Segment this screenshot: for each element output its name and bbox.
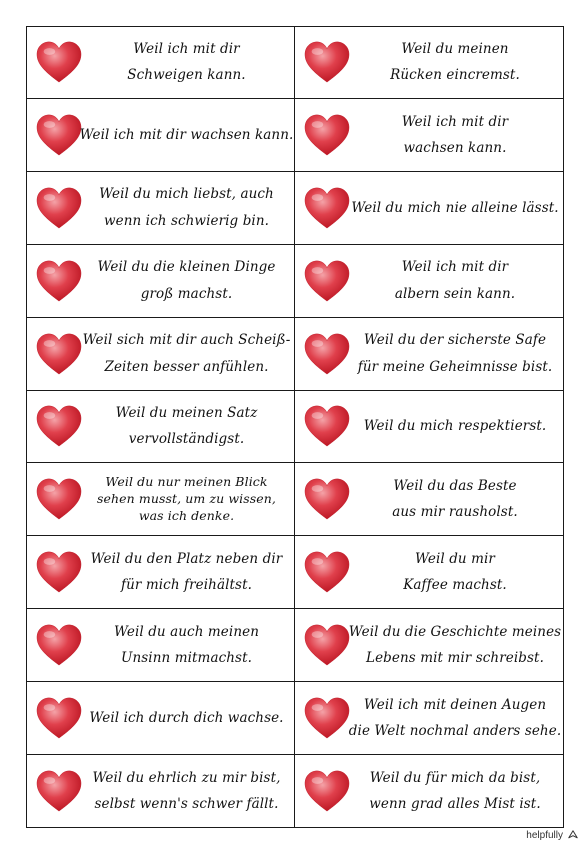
card-text-line: groß machst. bbox=[140, 285, 233, 302]
card-text-line: Weil du mich respektierst. bbox=[363, 418, 547, 435]
card-text bbox=[83, 318, 290, 390]
card-13 bbox=[26, 463, 295, 536]
card-text bbox=[83, 27, 290, 98]
heart-icon bbox=[35, 696, 83, 740]
card-21 bbox=[26, 755, 295, 828]
card-text-line: Weil du nur meinen Blick bbox=[105, 474, 268, 490]
card-text-line: wenn ich schwierig bin. bbox=[103, 212, 270, 229]
card-text-line: für meine Geheimnisse bist. bbox=[357, 358, 553, 375]
card-text bbox=[83, 536, 290, 608]
card-14 bbox=[295, 463, 564, 536]
card-17 bbox=[26, 609, 295, 682]
card-text-line: was ich denke. bbox=[138, 507, 235, 523]
card-text-line: albern sein kann. bbox=[394, 285, 516, 302]
card-20 bbox=[295, 682, 564, 755]
card-text bbox=[351, 172, 559, 244]
card-text-line: Weil du auch meinen bbox=[114, 623, 259, 640]
card-text-line: Weil du mich nie alleine lässt. bbox=[351, 199, 559, 216]
card-text-line: selbst wenn's schwer fällt. bbox=[94, 796, 279, 813]
card-text-line: wenn grad alles Mist ist. bbox=[369, 796, 541, 813]
heart-icon bbox=[303, 623, 351, 667]
card-text-line: Weil ich mit dir wachsen kann. bbox=[79, 126, 294, 143]
heart-icon bbox=[35, 769, 83, 813]
card-text bbox=[83, 682, 290, 754]
card-9 bbox=[26, 318, 295, 391]
card-text bbox=[351, 536, 559, 608]
card-10 bbox=[295, 318, 564, 391]
card-text-line: Weil du mir bbox=[415, 551, 495, 567]
card-text-line: Lebens mit mir schreibst. bbox=[366, 650, 544, 667]
heart-icon bbox=[35, 623, 83, 667]
card-text-line: vervollständigst. bbox=[128, 431, 245, 448]
card-12 bbox=[295, 391, 564, 464]
heart-icon bbox=[35, 477, 83, 521]
heart-icon bbox=[303, 186, 351, 230]
heart-icon bbox=[35, 40, 83, 84]
card-text-line: Weil du mich liebst, auch bbox=[99, 186, 274, 203]
card-text-line: Weil du die Geschichte meines bbox=[348, 623, 562, 640]
heart-icon bbox=[35, 186, 83, 230]
heart-icon bbox=[303, 769, 351, 813]
card-text bbox=[351, 755, 559, 827]
card-text-line: Weil ich mit dir bbox=[401, 259, 509, 276]
card-text bbox=[83, 609, 290, 681]
card-11 bbox=[26, 391, 295, 464]
heart-icon bbox=[35, 550, 83, 594]
card-6 bbox=[295, 172, 564, 245]
heart-icon bbox=[303, 477, 351, 521]
card-text bbox=[351, 463, 559, 535]
card-text-line: Weil du für mich da bist, bbox=[369, 769, 541, 786]
card-text-line: aus mir rausholst. bbox=[392, 504, 518, 521]
card-text bbox=[351, 99, 559, 171]
card-text-line: Weil ich mit deinen Augen bbox=[363, 696, 547, 713]
card-text-line: Zeiten besser anfühlen. bbox=[104, 358, 269, 375]
card-5 bbox=[26, 172, 295, 245]
card-text-line: Schweigen kann. bbox=[127, 67, 246, 84]
heart-icon bbox=[303, 113, 351, 157]
card-7 bbox=[26, 245, 295, 318]
heart-icon bbox=[35, 332, 83, 376]
card-text bbox=[83, 245, 290, 317]
card-text-line: Weil ich durch dich wachse. bbox=[89, 709, 284, 726]
card-text-line: Weil du meinen Satz bbox=[115, 405, 258, 422]
card-text-line: Weil du ehrlich zu mir bist, bbox=[92, 769, 281, 786]
card-text-line: Weil du das Beste bbox=[393, 478, 517, 495]
card-22 bbox=[295, 755, 564, 828]
card-text-line: Weil ich mit dir bbox=[401, 113, 509, 130]
heart-icon bbox=[303, 40, 351, 84]
card-text bbox=[83, 755, 290, 827]
heart-icon bbox=[303, 696, 351, 740]
heart-icon bbox=[303, 404, 351, 448]
card-text bbox=[351, 27, 559, 98]
card-text-line: Weil du meinen bbox=[401, 41, 509, 58]
card-text-line: sehen musst, um zu wissen, bbox=[96, 490, 277, 506]
card-text-line: Weil du der sicherste Safe bbox=[363, 332, 547, 349]
card-grid bbox=[26, 26, 564, 828]
card-text-line: Weil ich mit dir bbox=[133, 41, 240, 58]
card-text bbox=[348, 609, 562, 681]
heart-icon bbox=[35, 113, 83, 157]
card-2 bbox=[295, 26, 564, 99]
card-text bbox=[83, 463, 290, 535]
heart-icon bbox=[303, 332, 351, 376]
card-text bbox=[351, 245, 559, 317]
card-text bbox=[83, 172, 290, 244]
card-1 bbox=[26, 26, 295, 99]
card-18 bbox=[295, 609, 564, 682]
card-text-line: für mich freihältst. bbox=[121, 577, 252, 594]
card-text bbox=[83, 391, 290, 463]
heart-icon bbox=[303, 550, 351, 594]
heart-icon bbox=[35, 259, 83, 303]
brand-logo bbox=[526, 828, 580, 842]
card-text bbox=[351, 318, 559, 390]
card-16 bbox=[295, 536, 564, 609]
card-text bbox=[348, 682, 562, 754]
card-19 bbox=[26, 682, 295, 755]
card-3 bbox=[26, 99, 295, 172]
heart-icon bbox=[303, 259, 351, 303]
heart-icon bbox=[35, 404, 83, 448]
card-text-line: Rücken eincremst. bbox=[390, 67, 520, 84]
card-text-line: die Welt nochmal anders sehe. bbox=[348, 723, 562, 740]
card-text-line: Weil du den Platz neben dir bbox=[90, 551, 283, 567]
card-text-line: Unsinn mitmachst. bbox=[121, 650, 252, 667]
card-text-line: wachsen kann. bbox=[403, 139, 507, 156]
card-text-line: Weil sich mit dir auch Scheiß- bbox=[82, 332, 291, 349]
card-4 bbox=[295, 99, 564, 172]
card-15 bbox=[26, 536, 295, 609]
helpfully-logo-icon bbox=[566, 828, 580, 842]
card-8 bbox=[295, 245, 564, 318]
brand-label: helpfully bbox=[526, 829, 563, 841]
card-text bbox=[351, 391, 559, 463]
card-text-line: Weil du die kleinen Dinge bbox=[97, 259, 276, 276]
card-text bbox=[79, 99, 294, 171]
card-text-line: Kaffee machst. bbox=[403, 577, 507, 594]
